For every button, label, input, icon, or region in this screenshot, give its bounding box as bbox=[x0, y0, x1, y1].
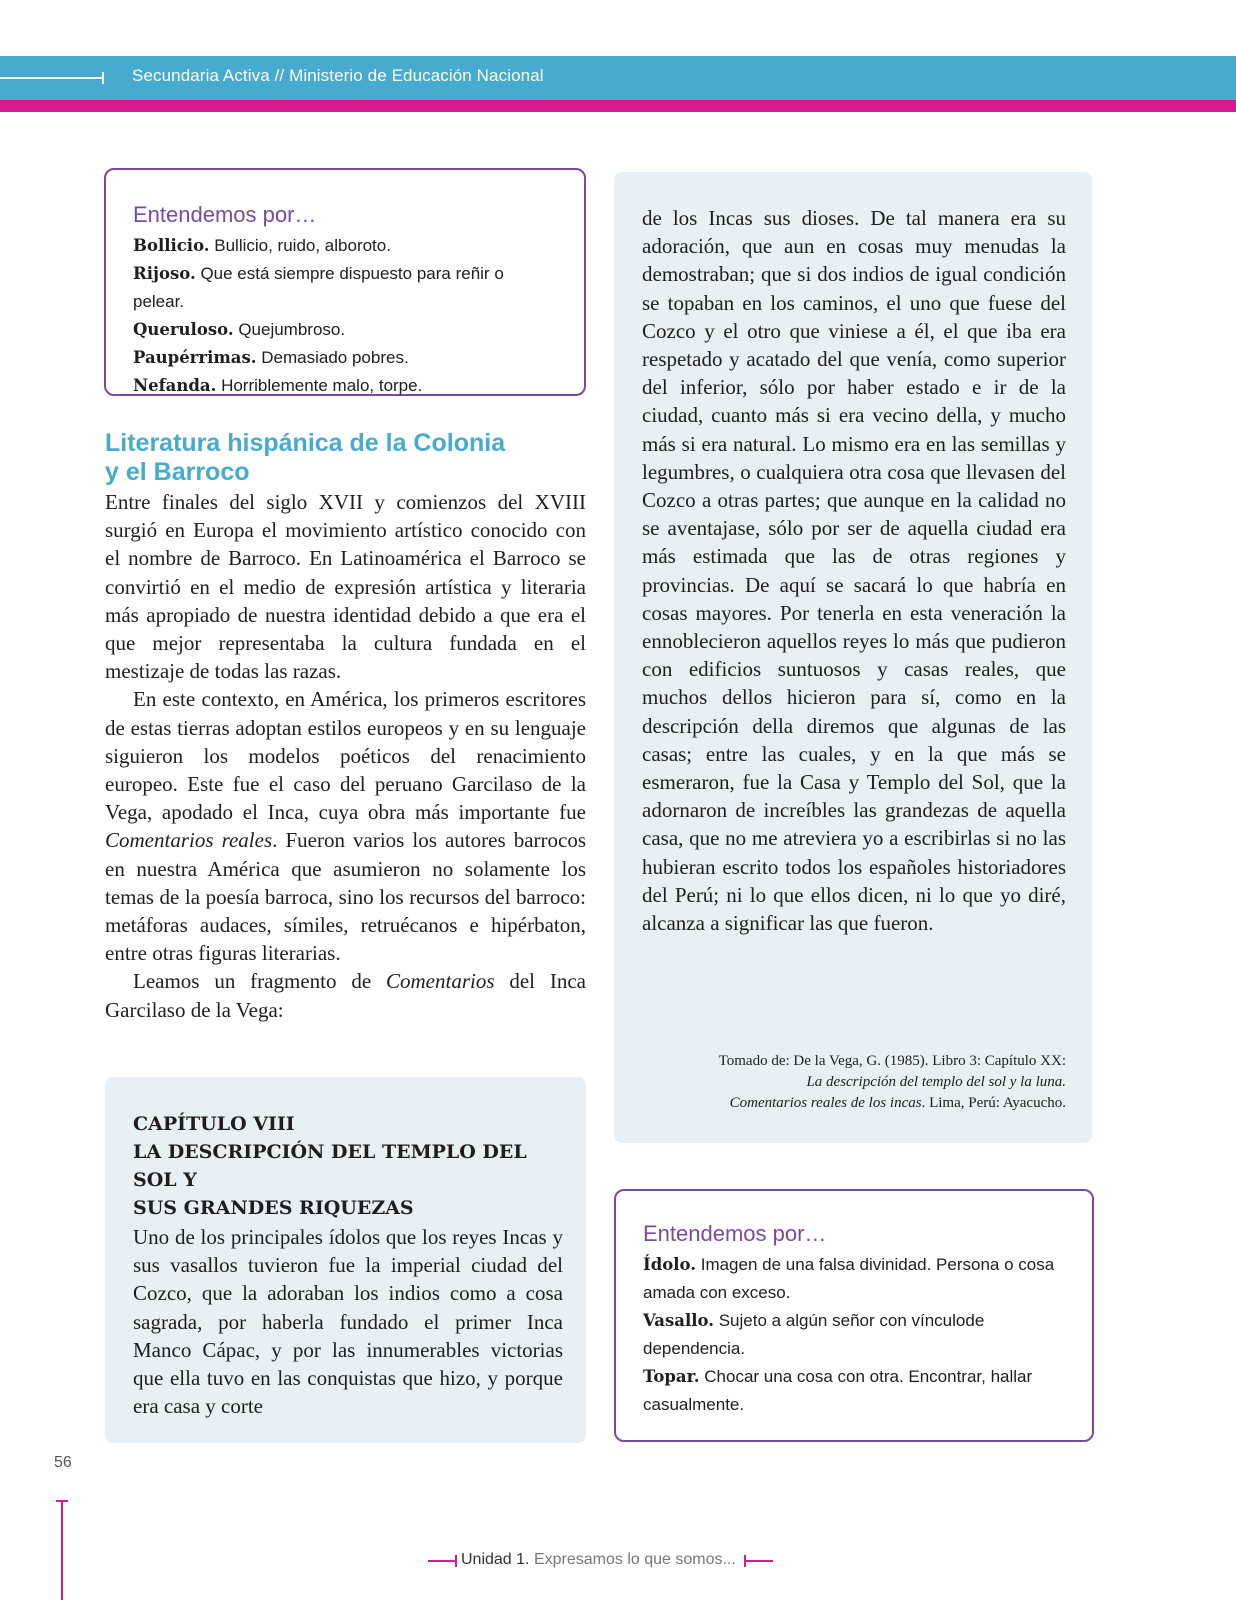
citation-italic: La descripción del templo del sol y la luna. bbox=[806, 1074, 1066, 1090]
citation-text: . Lima, Perú: Ayacucho. bbox=[921, 1095, 1066, 1111]
glossary-entry bbox=[643, 1363, 1066, 1419]
glossary-term: Paupérrimas. bbox=[133, 348, 257, 367]
glossary-definition: Chocar una cosa con otra. Encontrar, hallar casualmente. bbox=[643, 1367, 1033, 1414]
header-rule-tick bbox=[102, 72, 104, 84]
citation-italic: Comentarios reales de los incas bbox=[729, 1095, 922, 1111]
glossary-entry bbox=[133, 372, 558, 400]
glossary-definition: Demasiado pobres. bbox=[256, 348, 409, 367]
glossary-entry bbox=[643, 1251, 1066, 1307]
footer-rule-left bbox=[428, 1560, 456, 1562]
glossary-definition: Bullicio, ruido, alboroto. bbox=[209, 236, 391, 255]
footer-unit-label: Unidad 1. bbox=[461, 1551, 530, 1568]
glossary-entry bbox=[133, 344, 558, 372]
footer-unit-title bbox=[461, 1551, 736, 1569]
glossary-box-bottom bbox=[614, 1189, 1094, 1442]
footer-rule-right bbox=[745, 1560, 773, 1562]
glossary-term: Nefanda. bbox=[133, 376, 217, 395]
glossary-entry bbox=[133, 232, 558, 260]
excerpt-box-right bbox=[614, 172, 1092, 1143]
excerpt-paragraph: Uno de los principales ídolos que los reyes Incas y sus vasallos tuvieron fue la imperial ciudad del Cozco, que la adoraban los indios como a cosa sagrada, por haberla fundado el primer Inca Manco Cápac, y por las innumerables victorias que ella tuvo en las conquistas que hizo, y porque era casa y corte bbox=[133, 1225, 563, 1419]
paragraph-text: . Fueron varios los autores barrocos en nuestra América que asumieron no solamente los temas de la poesía barroca, sino los recursos del barroco: metáforas audaces, símiles, retruécanos e hipérbaton, entre otras figuras literarias. bbox=[105, 828, 586, 966]
paragraph bbox=[105, 967, 586, 1023]
glossary-title: Entendemos por… bbox=[133, 202, 317, 227]
excerpt-paragraph: de los Incas sus dioses. De tal manera era su adoración, que aun en cosas muy menudas la demostraban; que si dos indios de igual condición se topaban en los caminos, el uno que fuese del Cozco y el otro que viniese a él, el que iba era respetado y acatado del que venía, como superior del inferior, sólo por haber estado e ir de la ciudad, cuanto más si era vecino della, y mucho más si era natural. Lo mismo era en las semillas y legumbres, o cualquiera otra cosa que llevasen del Cozco a otras partes; que aunque en la calidad no se aventajase, sólo por ser de aquella ciudad era más estimada que las de otras regiones y provincias. De aquí se sacará lo que habría en cosas mayores. Por tenerla en esta veneración la ennoblecieron aquellos reyes lo más que pudieron con edificios suntuosos y casas reales, que muchos dellos hicieron para sí, como en la descripción della diremos que algunas de las casas; entre las cuales, y en la que más se esmeraron, fue la Casa y Templo del Sol, que la adornaron de increíbles las grandezas de aquella casa, que no me atreviera yo a escribirlas si no las hubieran escrito todos los españoles historiadores del Perú; ni lo que ellos dicen, ni lo que yo diré, alcanza a significar las que fueron. bbox=[642, 206, 1066, 936]
glossary-entry bbox=[133, 260, 558, 316]
header-accent-stripe bbox=[0, 100, 1236, 112]
page-number: 56 bbox=[54, 1454, 72, 1471]
header-title: Secundaria Activa // Ministerio de Educación Nacional bbox=[132, 66, 544, 85]
glossary-definition: Sujeto a algún señor con vínculode dependencia. bbox=[643, 1311, 985, 1358]
glossary-term: Bollicio. bbox=[133, 236, 210, 255]
header-rule bbox=[0, 77, 102, 79]
glossary-term: Ídolo. bbox=[643, 1255, 696, 1274]
glossary-entry bbox=[133, 316, 558, 344]
chapter-heading: LA DESCRIPCIÓN DEL TEMPLO DEL SOL Y bbox=[133, 1141, 527, 1191]
glossary-definition: Quejumbroso. bbox=[233, 320, 346, 339]
footer-unit-name: Expresamos lo que somos... bbox=[529, 1551, 736, 1568]
footer-rule-tick-left bbox=[455, 1555, 457, 1567]
paragraph bbox=[105, 685, 586, 967]
chapter-heading: CAPÍTULO VIII bbox=[133, 1113, 295, 1135]
book-title: Comentarios reales bbox=[105, 828, 273, 853]
glossary-term: Vasallo. bbox=[643, 1311, 714, 1330]
chapter-heading: SUS GRANDES RIQUEZAS bbox=[133, 1197, 414, 1219]
body-text bbox=[105, 488, 586, 1024]
paragraph: Entre finales del siglo XVII y comienzos del XVIII surgió en Europa el movimiento artístico conocido con el nombre de Barroco. En Latinoamérica el Barroco se convirtió en el medio de expresión artística y literaria más apropiado de nuestra identidad debido a que era el que mejor representaba la cultura fundada en el mestizaje de todas las razas. bbox=[105, 490, 586, 684]
footer-left-rule-tick bbox=[56, 1500, 68, 1502]
glossary-term: Rijoso. bbox=[133, 264, 196, 283]
citation-line: Tomado de: De la Vega, G. (1985). Libro 3: Capítulo XX: bbox=[718, 1053, 1066, 1069]
glossary-box-top bbox=[104, 168, 586, 396]
glossary-definition: Imagen de una falsa divinidad. Persona o cosa amada con exceso. bbox=[643, 1255, 1055, 1302]
section-title-line: y el Barroco bbox=[105, 458, 250, 486]
paragraph-text: del Inca Garcilaso de la Vega: bbox=[105, 969, 587, 1022]
glossary-title: Entendemos por… bbox=[643, 1221, 827, 1246]
glossary-term: Topar. bbox=[643, 1367, 700, 1386]
glossary-definition: Horriblemente malo, torpe. bbox=[216, 376, 423, 395]
paragraph-text: En este contexto, en América, los primeros escritores de estas tierras adoptan estilos europeos y en su lenguaje siguieron los modelos poéticos del renacimiento europeo. Este fue el caso del peruano Garcilaso de la Vega, apodado el Inca, cuya obra más importante fue bbox=[105, 687, 586, 825]
excerpt-box-left bbox=[105, 1077, 586, 1443]
glossary-definition: Que está siempre dispuesto para reñir o pelear. bbox=[133, 264, 504, 311]
section-title-line: Literatura hispánica de la Colonia bbox=[105, 429, 506, 457]
section-title bbox=[105, 429, 575, 487]
book-title: Comentarios bbox=[386, 969, 495, 994]
glossary-entry bbox=[643, 1307, 1066, 1363]
citation bbox=[642, 1051, 1066, 1114]
citation-line bbox=[642, 1093, 1066, 1114]
glossary-term: Queruloso. bbox=[133, 320, 234, 339]
citation-line bbox=[642, 1072, 1066, 1093]
footer-left-rule bbox=[61, 1500, 63, 1600]
paragraph-text: Leamos un fragmento de bbox=[133, 969, 386, 994]
